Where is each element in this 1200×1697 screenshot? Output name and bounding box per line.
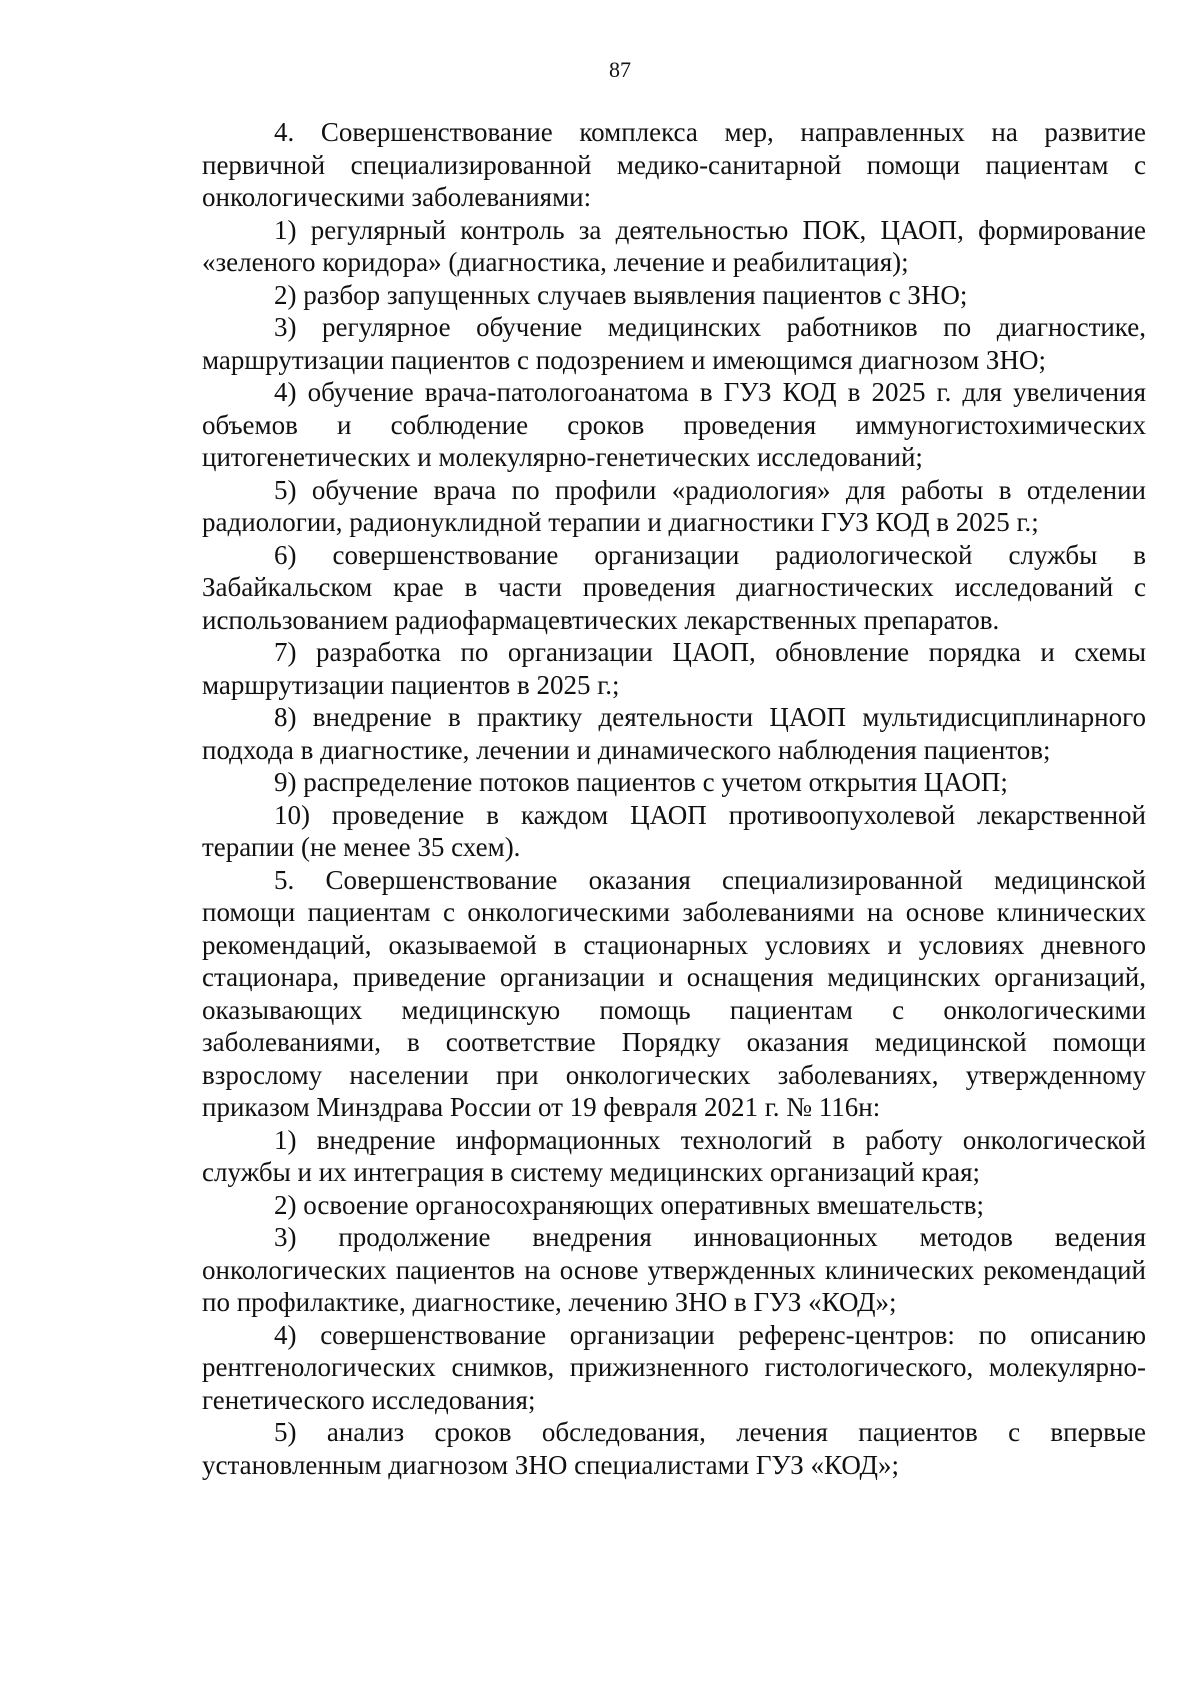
list-item: 1) внедрение информационных технологий в работу онкологической службы и их интеграция в систему медицинских организаций края; — [202, 1124, 1146, 1187]
list-item: 4) совершенствование организации референс-центров: по описанию рентгенологических снимков, прижизненного гистологического, молекулярно-генетического исследования; — [202, 1319, 1146, 1415]
list-item: 3) регулярное обучение медицинских работников по диагностике, маршрутизации пациентов с подозрением и имеющимся диагнозом ЗНО; — [202, 312, 1146, 375]
list-item: 1) регулярный контроль за деятельностью ПОК, ЦАОП, формирование «зеленого коридора» (диагностика, лечение и реабилитация); — [202, 214, 1146, 277]
document-body — [202, 116, 1146, 1481]
section-4-heading: 4. Совершенствование комплекса мер, направленных на развитие первичной специализированной медико-санитарной помощи пациентам с онкологическими заболеваниями: — [202, 117, 1146, 212]
list-item: 2) освоение органосохраняющих оперативных вмешательств; — [274, 1189, 985, 1220]
page-number: 87 — [609, 57, 631, 82]
list-item: 10) проведение в каждом ЦАОП противоопухолевой лекарственной терапии (не менее 35 схем). — [202, 799, 1146, 862]
list-item: 9) распределение потоков пациентов с учетом открытия ЦАОП; — [274, 767, 1008, 797]
list-item: 5) обучение врача по профили «радиология» для работы в отделении радиологии, радионуклидной терапии и диагностики ГУЗ КОД в 2025 г.; — [202, 474, 1146, 537]
list-item: 6) совершенствование организации радиологической службы в Забайкальском крае в части проведения диагностических исследований с использованием радиофармацевтических лекарственных препаратов. — [202, 539, 1146, 635]
list-item: 2) разбор запущенных случаев выявления пациентов с ЗНО; — [274, 279, 968, 310]
list-item: 3) продолжение внедрения инновационных методов ведения онкологических пациентов на основе утвержденных клинических рекомендаций по профилактике, диагностике, лечению ЗНО в ГУЗ «КОД»; — [202, 1222, 1146, 1317]
section-5-heading: 5. Совершенствование оказания специализированной медицинской помощи пациентам с онкологическими заболеваниями на основе клинических рекомендаций, оказываемой в стационарных условиях и условиях дневного стационара, приведение организации и оснащения медицинских организаций, оказывающих медицинскую помощь пациентам с онкологическими заболеваниями, в соответствие Порядку оказания медицинской помощи взрослому населении при онкологических заболеваниях, утвержденному приказом Минздрава России от 19 февраля 2021 г. № 116н: — [202, 864, 1146, 1122]
list-item: 4) обучение врача-патологоанатома в ГУЗ КОД в 2025 г. для увеличения объемов и соблюдение сроков проведения иммуногистохимических цитогенетических и молекулярно-генетических исследований; — [202, 377, 1146, 472]
list-item: 8) внедрение в практику деятельности ЦАОП мультидисциплинарного подхода в диагностике, лечении и динамического наблюдения пациентов; — [202, 702, 1146, 765]
list-item: 7) разработка по организации ЦАОП, обновление порядка и схемы маршрутизации пациентов в 2025 г.; — [202, 637, 1146, 700]
list-item: 5) анализ сроков обследования, лечения пациентов с впервые установленным диагнозом ЗНО специалистами ГУЗ «КОД»; — [202, 1417, 1146, 1480]
